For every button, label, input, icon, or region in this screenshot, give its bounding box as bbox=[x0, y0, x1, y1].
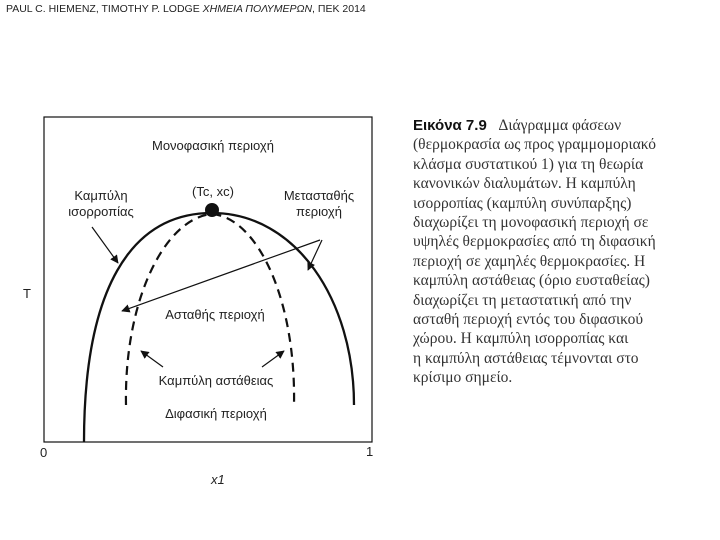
caption-line: η καμπύλη αστάθειας τέμνονται στο bbox=[413, 349, 639, 367]
metastable-arrow-right bbox=[308, 240, 322, 270]
single-phase-region-label: Μονοφασική περιοχή bbox=[152, 138, 274, 153]
spinodal-arrow-left bbox=[141, 351, 163, 367]
unstable-region-label: Ασταθής περιοχή bbox=[165, 307, 265, 322]
caption-line: χώρου. Η καμπύλη ισορροπίας και bbox=[413, 330, 629, 348]
x-axis-label: x1 bbox=[211, 472, 225, 487]
critical-point-marker bbox=[205, 203, 219, 217]
header-authors: PAUL C. HIEMENZ, TIMOTHY P. LODGE bbox=[6, 3, 203, 15]
header-publisher: , ΠΕΚ 2014 bbox=[312, 3, 366, 15]
two-phase-region-label: Διφασική περιοχή bbox=[165, 406, 267, 421]
caption-first-line bbox=[413, 116, 713, 135]
caption-line: καμπύλη αστάθειας (όριο ευσταθείας) bbox=[413, 272, 650, 290]
x-tick-one: 1 bbox=[366, 444, 374, 459]
caption-line: διαχωρίζει τη μονοφασική περιοχή σε bbox=[413, 214, 649, 232]
binodal-label-line1: Καμπύλη bbox=[74, 188, 128, 203]
caption-line: διαχωρίζει τη μεταστατική από την bbox=[413, 291, 632, 309]
binodal-label-line2: ισορροπίας bbox=[68, 204, 134, 219]
caption-line: κρίσιμο σημείο. bbox=[413, 369, 513, 387]
metastable-arrow-left bbox=[122, 240, 320, 311]
caption-title: Εικόνα 7.9 bbox=[413, 117, 487, 134]
header-book-title: ΧΗΜΕΙΑ ΠΟΛΥΜΕΡΩΝ bbox=[202, 3, 313, 15]
caption-line: ισορροπίας (καμπύλη συνύπαρξης) bbox=[413, 194, 632, 212]
spinodal-arrow-right bbox=[262, 351, 284, 367]
caption-line: κανονικών διαλυμάτων. Η καμπύλη bbox=[413, 175, 636, 193]
plot-frame bbox=[44, 117, 372, 442]
critical-point-label: (Tc, xc) bbox=[192, 184, 234, 199]
figure-caption bbox=[413, 116, 713, 388]
metastable-label-line2: περιοχή bbox=[296, 204, 342, 219]
caption-line: ασταθή περιοχή εντός του διφασικού bbox=[413, 311, 644, 329]
spinodal-curve-label: Καμπύλη αστάθειας bbox=[158, 373, 274, 388]
caption-line: υψηλές θερμοκρασίες από τη διφασική bbox=[413, 233, 656, 251]
caption-line: Διάγραμμα φάσεων bbox=[498, 117, 622, 134]
binodal-pointer-arrow bbox=[92, 227, 118, 263]
metastable-label-line1: Μετασταθής bbox=[283, 188, 355, 203]
x-tick-zero: 0 bbox=[40, 445, 48, 460]
caption-line: περιοχή σε χαμηλές θερμοκρασίες. Η bbox=[413, 252, 646, 270]
caption-line: (θερμοκρασία ως προς γραμμομοριακό bbox=[413, 136, 656, 154]
caption-line: κλάσμα συστατικού 1) για τη θεωρία bbox=[413, 155, 644, 173]
y-axis-label: T bbox=[23, 286, 31, 301]
